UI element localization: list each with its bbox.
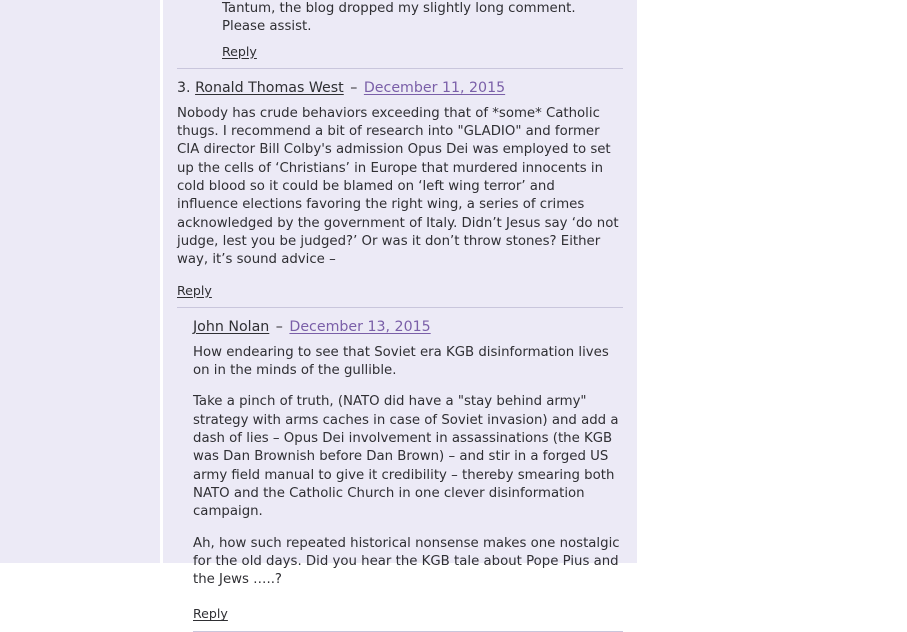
reply-link[interactable]: Reply	[193, 606, 228, 622]
comment-author[interactable]: John Nolan	[193, 318, 270, 335]
comment-meta-separator: –	[350, 79, 358, 96]
comment-body	[177, 105, 623, 270]
comment-author[interactable]: Ronald Thomas West	[195, 79, 344, 96]
comment-body	[177, 0, 623, 37]
reply-row	[193, 599, 623, 630]
comment-paragraph: Ah, how such repeated historical nonsense makes one nostalgic for the old days. Did you hear the KGB tale about Pope Pius and the Jews …..?	[193, 535, 620, 588]
comment-paragraph: Nobody has crude behaviors exceeding that of *some* Catholic thugs. I recommend a bit of research into "GLADIO" and former CIA director Bill Colby's admission Opus Dei was employed to set up the cells of ‘Christians’ in Europe that murdered innocents in cold blood so it could be blamed on ‘left wing terror’ and influence elections favoring the right wing, a series of crimes acknowledged by the government of Italy. Didn’t Jesus say ‘do not judge, lest you be judged?’ Or was it don’t throw stones? Either way, it’s sound advice –	[177, 105, 619, 268]
comment-number: 3.	[177, 79, 191, 96]
comments-content-column	[163, 0, 637, 622]
reply-row	[177, 37, 623, 68]
left-margin-column	[0, 0, 160, 563]
comment-paragraph: How endearing to see that Soviet era KGB disinformation lives on in the minds of the gullible.	[193, 344, 609, 379]
spacer	[193, 589, 623, 599]
reply-link[interactable]: Reply	[222, 43, 257, 59]
comment-body	[193, 344, 623, 590]
comment-date[interactable]: December 13, 2015	[289, 318, 431, 335]
comment-paragraph: Tantum, the blog dropped my slightly long comment. Please assist.	[222, 1, 576, 35]
comment-paragraph: Take a pinch of truth, (NATO did have a "stay behind army" strategy with arms caches in case of Soviet invasion) and add a dash of lies – Opus Dei involvement in assassinations (the KGB was Dan Brownish before Dan Brown) – and stir in a forged US army field manual to give it credibility – thereby smearing both NATO and the Catholic Church in one clever disinformation campaign.	[193, 394, 619, 520]
reply-link[interactable]: Reply	[177, 282, 212, 298]
comment-item	[177, 308, 623, 632]
comment-item	[177, 69, 623, 308]
comment-meta-separator: –	[275, 318, 283, 335]
comment-date[interactable]: December 11, 2015	[363, 79, 506, 96]
comment-meta	[177, 69, 623, 105]
comment-item	[177, 0, 623, 69]
comment-list	[177, 0, 623, 632]
right-margin-column	[637, 0, 907, 563]
reply-row	[177, 276, 623, 307]
comment-meta	[193, 308, 623, 344]
